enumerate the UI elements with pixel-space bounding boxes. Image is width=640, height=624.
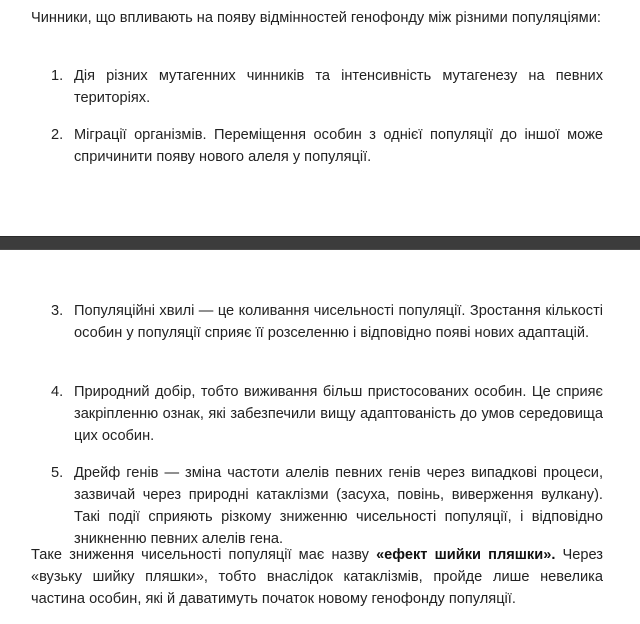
page-separator bbox=[0, 236, 640, 250]
list-item-text: Міграції організмів. Переміщення особин з однієї популяції до іншої може спричинити появу нового алеля у популяції. bbox=[74, 127, 603, 165]
list-number: 1. bbox=[51, 68, 64, 84]
document-page-top bbox=[0, 0, 640, 236]
conclusion-text-end: Через «вузьку шийку пляшки», тобто внаслідок катаклізмів, пройде лише невелика частина особин, які й даватимуть початок новому генофонду популяції. bbox=[31, 547, 603, 607]
list-number: 2. bbox=[51, 127, 64, 143]
list-item-text: Дрейф генів — зміна частоти алелів певних генів через випадкові процеси, зазвичай через природні катаклізми (засуха, повінь, виверження вулкану). Такі події сприяють різкому зниженню чисельності популяції, і відповідно зникненню певних алелів гена. bbox=[74, 465, 603, 547]
conclusion-paragraph bbox=[31, 544, 603, 610]
list-item-text: Популяційні хвилі — це коливання чисельності популяції. Зростання кількості особин у популяції сприяє її розселенню і відповідно появі нових адаптацій. bbox=[74, 303, 603, 341]
list-item-4 bbox=[51, 381, 603, 447]
list-item-2 bbox=[51, 124, 603, 168]
list-number: 4. bbox=[51, 384, 64, 400]
list-item-1 bbox=[51, 65, 603, 109]
list-item-5 bbox=[51, 462, 603, 550]
list-item-text: Дія різних мутагенних чинників та інтенсивність мутагенезу на певних територіях. bbox=[74, 68, 603, 106]
list-item-text: Природний добір, тобто виживання більш пристосованих особин. Це сприяє закріпленню ознак, які забезпечили вищу адаптованість до умов середовища цих особин. bbox=[74, 384, 603, 444]
conclusion-text-start: Таке зниження чисельності популяції має назву bbox=[31, 547, 377, 563]
document-page-bottom bbox=[0, 250, 640, 624]
list-number: 3. bbox=[51, 303, 64, 319]
bold-term: «ефект шийки пляшки». bbox=[376, 547, 556, 563]
intro-paragraph: Чинники, що впливають на появу відмінностей генофонду між різними популяціями: bbox=[31, 10, 601, 26]
list-number: 5. bbox=[51, 465, 64, 481]
list-item-3 bbox=[51, 300, 603, 344]
